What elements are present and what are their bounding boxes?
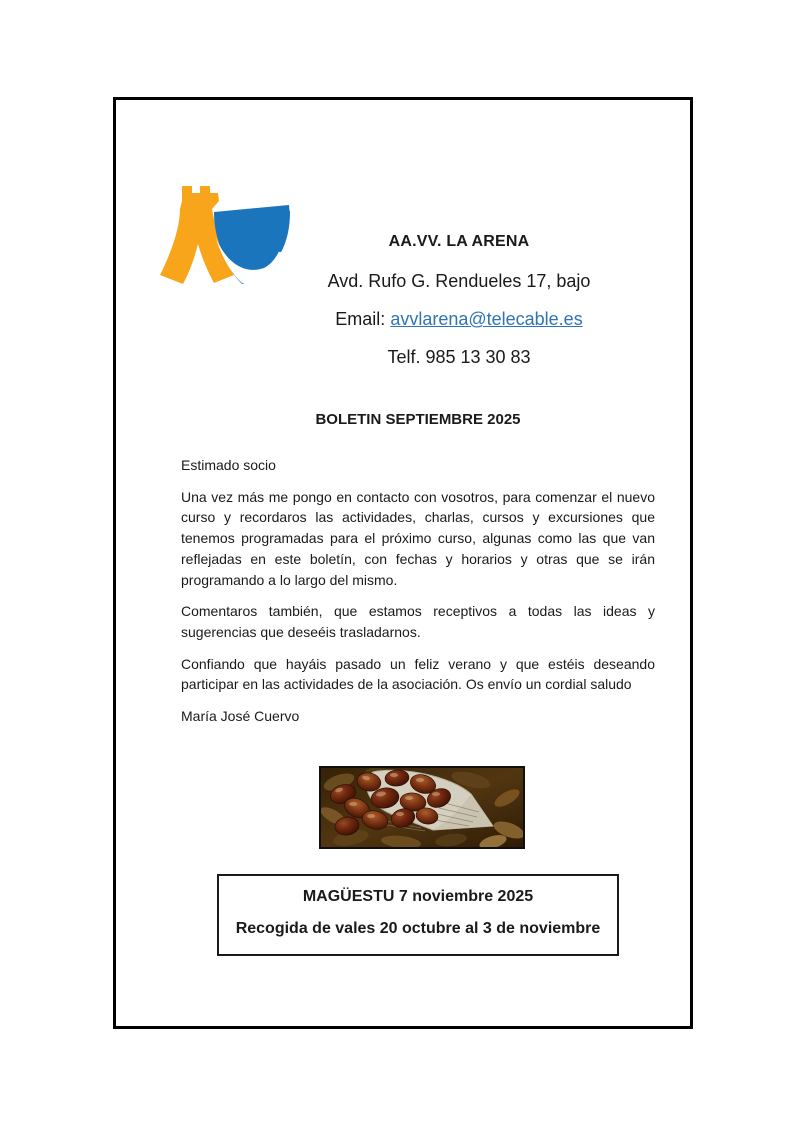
org-name: AA.VV. LA ARENA [388,233,530,250]
event-title: MAGÜESTU 7 noviembre 2025 [302,888,534,905]
event-detail: Recogida de vales 20 octubre al 3 de noviembre [235,920,601,937]
bulletin-body [181,455,655,738]
castle-and-wave-logo [152,182,294,300]
body-paragraph: Una vez más me pongo en contacto con vosotros, para comenzar el nuevo curso y recordaros las actividades, charlas, cursos y excursiones que tenemos programadas para el próximo curso, algunas como las que van reflejadas en este boletín, con fechas y horarios y otras que se irán programando a lo largo del mismo. [181,488,655,588]
page-frame [113,97,693,1029]
body-paragraph: Confiando que hayáis pasado un feliz verano y que estéis deseando participar en las actividades de la asociación. Os envío un cordial saludo [181,655,655,693]
salutation: Estimado socio [181,457,276,473]
email-label: Email: [335,309,391,329]
event-box [217,874,619,956]
org-email-line [276,309,642,330]
body-paragraph: Comentaros también, que estamos receptivos a todas las ideas y sugerencias que deseéis trasladarnos. [181,603,655,640]
chestnuts-photo-image [321,768,523,847]
org-phone: Telf. 985 13 30 83 [387,347,531,367]
chestnuts-photo [319,766,525,849]
email-link[interactable]: avvlarena@telecable.es [390,309,583,329]
signature: María José Cuervo [181,708,300,725]
org-address: Avd. Rufo G. Rendueles 17, bajo [327,271,591,291]
bulletin-title: BOLETIN SEPTIEMBRE 2025 [315,411,521,428]
